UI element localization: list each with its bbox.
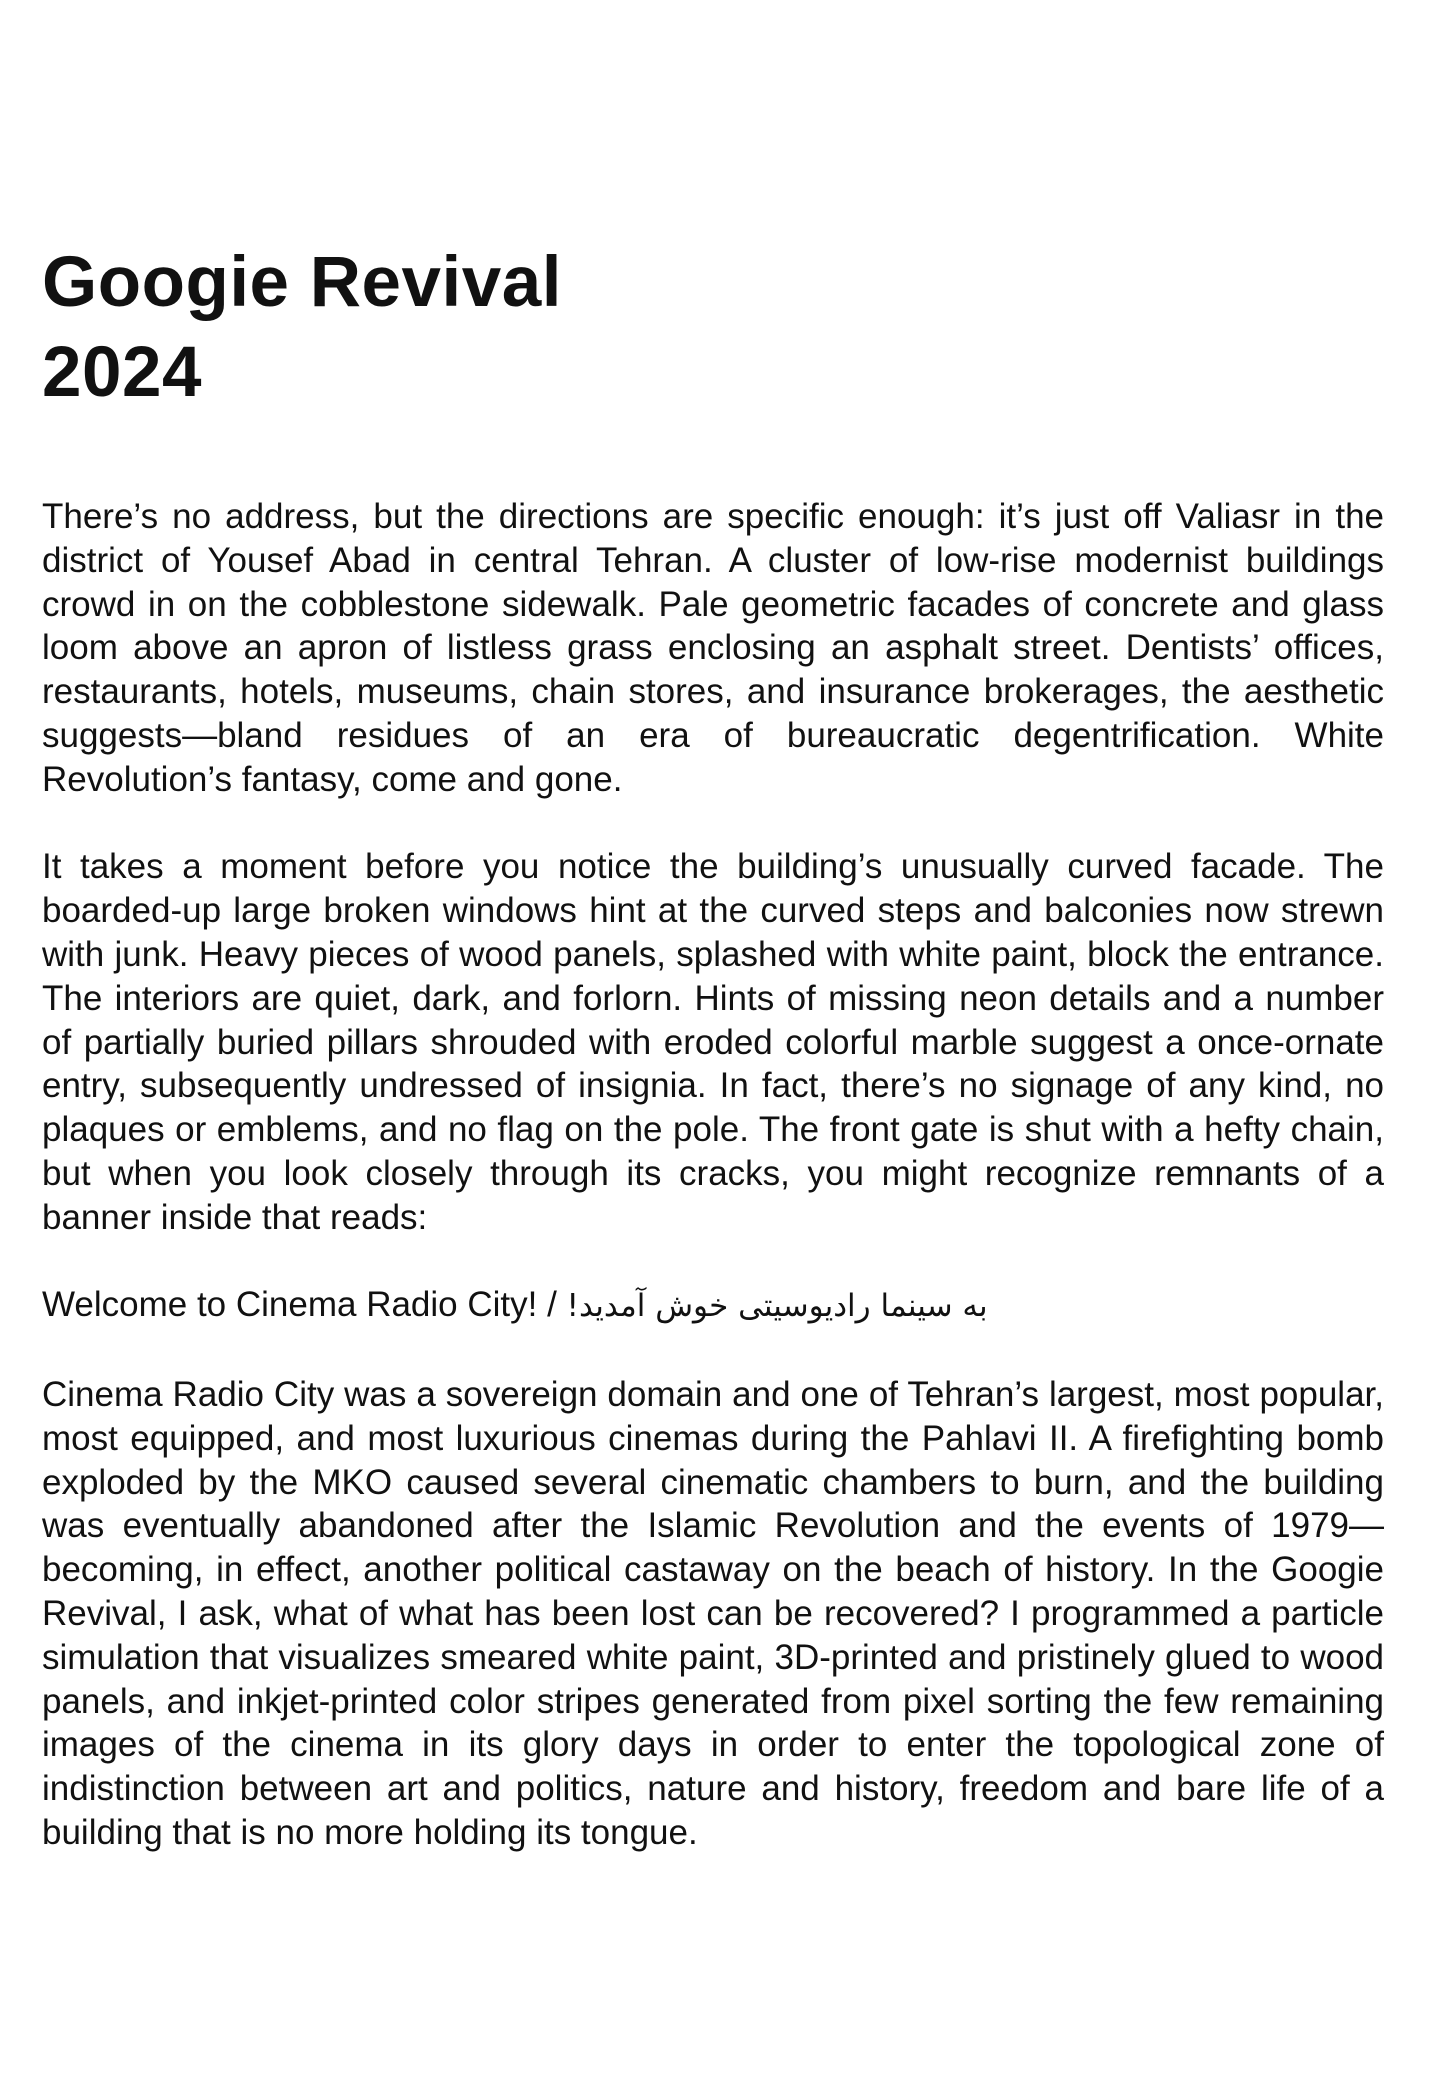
banner-quote-farsi: به سینما رادیوسیتی خوش آمدید!	[566, 1288, 988, 1325]
banner-quote	[42, 1283, 1384, 1329]
essay-body	[42, 495, 1384, 1899]
paragraph-1: There’s no address, but the directions are specific enough: it’s just off Valiasr in the district of Yousef Abad in central Tehran. A cluster of low-rise modernist buildings crowd in on the cobblestone sidewalk. Pale geometric facades of concrete and glass loom above an apron of listless grass enclosing an asphalt street. Dentists’ offices, restaurants, hotels, museums, chain stores, and insurance brokerages, the aesthetic suggests—bland residues of an era of bureaucratic degentrification. White Revolution’s fantasy, come and gone.	[42, 497, 1384, 799]
paragraph-2: It takes a moment before you notice the building’s unusually curved facade. The boarded-up large broken windows hint at the curved steps and balconies now strewn with junk. Heavy pieces of wood panels, splashed with white paint, block the entrance. The interiors are quiet, dark, and forlorn. Hints of missing neon details and a number of partially buried pillars shrouded with eroded colorful marble suggest a once-ornate entry, subsequently undressed of insignia. In fact, there’s no signage of any kind, no plaques or emblems, and no flag on the pole. The front gate is shut with a hefty chain, but when you look closely through its cracks, you might recognize remnants of a banner inside that reads:	[42, 847, 1384, 1237]
title-line-1: Googie Revival	[42, 243, 562, 322]
paragraph-3: Cinema Radio City was a sovereign domain and one of Tehran’s largest, most popular, most equipped, and most luxurious cinemas during the Pahlavi II. A firefighting bomb exploded by the MKO caused several cinematic chambers to burn, and the building was eventually abandoned after the Islamic Revolution and the events of 1979—becoming, in effect, another political castaway on the beach of history. In the Googie Revival, I ask, what of what has been lost can be recovered? I programmed a particle simulation that visualizes smeared white paint, 3D-printed and pristinely glued to wood panels, and inkjet-printed color stripes generated from pixel sorting the few remaining images of the cinema in its glory days in order to enter the topological zone of indistinction between art and politics, nature and history, freedom and bare life of a building that is no more holding its tongue.	[42, 1374, 1384, 1852]
banner-quote-english: Welcome to Cinema Radio City! /	[42, 1285, 567, 1325]
page-title	[42, 238, 562, 418]
title-year: 2024	[42, 333, 202, 412]
